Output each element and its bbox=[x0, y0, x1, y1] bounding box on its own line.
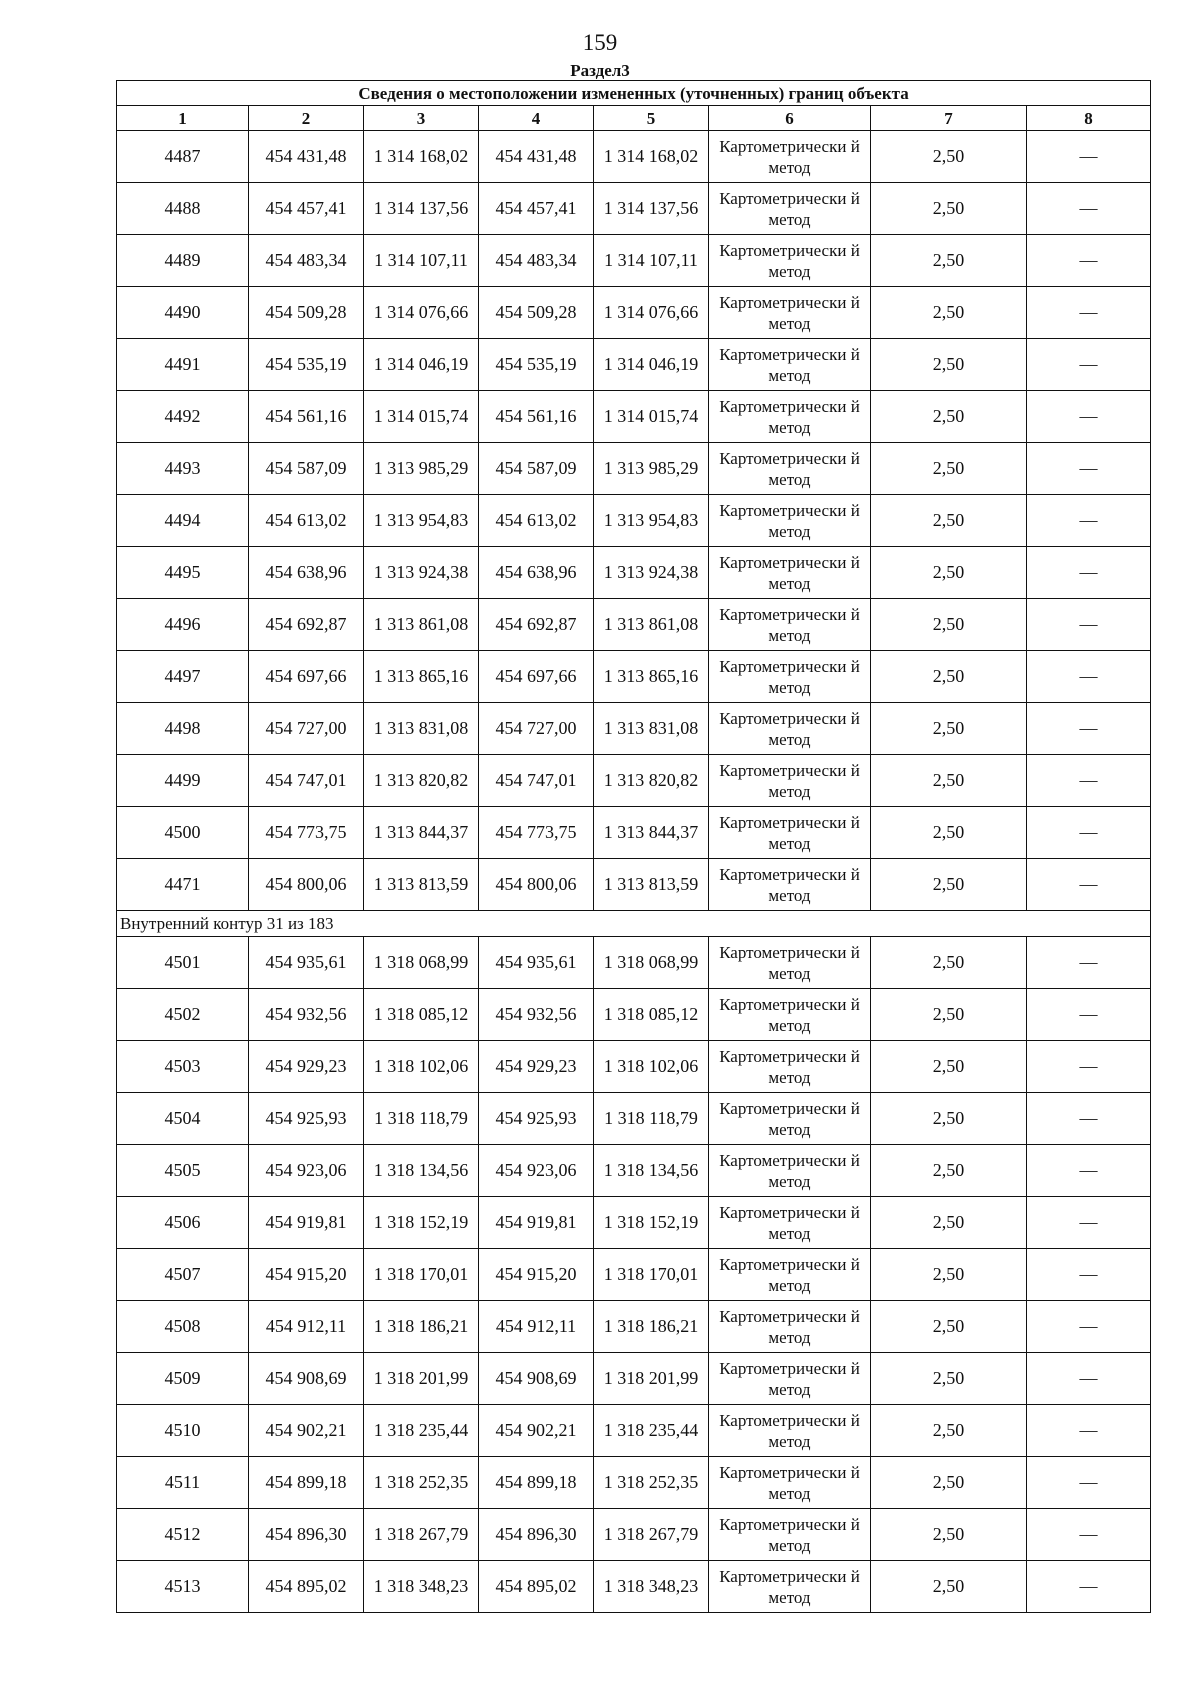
y-coord-cell: 1 314 168,02 bbox=[364, 131, 479, 183]
x-coord-cell: 454 561,16 bbox=[249, 391, 364, 443]
accuracy-cell: 2,50 bbox=[871, 287, 1027, 339]
description-cell: — bbox=[1027, 1353, 1151, 1405]
method-text: Картометрически й метод bbox=[719, 943, 860, 983]
x-coord-cell: 454 431,48 bbox=[479, 131, 594, 183]
description-cell: — bbox=[1027, 1249, 1151, 1301]
x-coord-cell: 454 431,48 bbox=[249, 131, 364, 183]
table-row bbox=[117, 287, 1151, 339]
accuracy-cell: 2,50 bbox=[871, 131, 1027, 183]
method-text: Картометрически й метод bbox=[719, 1255, 860, 1295]
y-coord-cell: 1 313 865,16 bbox=[364, 651, 479, 703]
x-coord-cell: 454 638,96 bbox=[479, 547, 594, 599]
y-coord-cell: 1 318 348,23 bbox=[594, 1561, 709, 1613]
contour-header-row bbox=[117, 911, 1151, 937]
x-coord-cell: 454 912,11 bbox=[249, 1301, 364, 1353]
x-coord-cell: 454 587,09 bbox=[249, 443, 364, 495]
y-coord-cell: 1 318 085,12 bbox=[364, 989, 479, 1041]
y-coord-cell: 1 318 118,79 bbox=[364, 1093, 479, 1145]
accuracy-cell: 2,50 bbox=[871, 703, 1027, 755]
description-cell: — bbox=[1027, 1197, 1151, 1249]
description-cell: — bbox=[1027, 703, 1151, 755]
method-cell bbox=[709, 339, 871, 391]
point-number-cell: 4492 bbox=[117, 391, 249, 443]
x-coord-cell: 454 908,69 bbox=[479, 1353, 594, 1405]
x-coord-cell: 454 747,01 bbox=[479, 755, 594, 807]
table-row bbox=[117, 339, 1151, 391]
y-coord-cell: 1 313 954,83 bbox=[594, 495, 709, 547]
y-coord-cell: 1 313 820,82 bbox=[364, 755, 479, 807]
y-coord-cell: 1 318 118,79 bbox=[594, 1093, 709, 1145]
accuracy-cell: 2,50 bbox=[871, 937, 1027, 989]
table-body bbox=[117, 81, 1151, 1613]
x-coord-cell: 454 932,56 bbox=[479, 989, 594, 1041]
table-row bbox=[117, 131, 1151, 183]
description-cell: — bbox=[1027, 1561, 1151, 1613]
x-coord-cell: 454 692,87 bbox=[479, 599, 594, 651]
accuracy-cell: 2,50 bbox=[871, 1197, 1027, 1249]
point-number-cell: 4487 bbox=[117, 131, 249, 183]
y-coord-cell: 1 313 924,38 bbox=[364, 547, 479, 599]
y-coord-cell: 1 318 085,12 bbox=[594, 989, 709, 1041]
y-coord-cell: 1 318 068,99 bbox=[594, 937, 709, 989]
method-cell bbox=[709, 599, 871, 651]
x-coord-cell: 454 613,02 bbox=[479, 495, 594, 547]
method-text: Картометрически й метод bbox=[719, 345, 860, 385]
accuracy-cell: 2,50 bbox=[871, 755, 1027, 807]
y-coord-cell: 1 314 137,56 bbox=[364, 183, 479, 235]
x-coord-cell: 454 697,66 bbox=[249, 651, 364, 703]
method-cell bbox=[709, 859, 871, 911]
x-coord-cell: 454 929,23 bbox=[479, 1041, 594, 1093]
y-coord-cell: 1 318 252,35 bbox=[364, 1457, 479, 1509]
x-coord-cell: 454 915,20 bbox=[479, 1249, 594, 1301]
point-number-cell: 4511 bbox=[117, 1457, 249, 1509]
y-coord-cell: 1 318 134,56 bbox=[594, 1145, 709, 1197]
y-coord-cell: 1 314 046,19 bbox=[594, 339, 709, 391]
method-text: Картометрически й метод bbox=[719, 397, 860, 437]
column-number: 4 bbox=[479, 106, 594, 131]
y-coord-cell: 1 318 235,44 bbox=[594, 1405, 709, 1457]
y-coord-cell: 1 318 102,06 bbox=[594, 1041, 709, 1093]
point-number-cell: 4509 bbox=[117, 1353, 249, 1405]
method-text: Картометрически й метод bbox=[719, 1463, 860, 1503]
method-text: Картометрически й метод bbox=[719, 995, 860, 1035]
y-coord-cell: 1 314 076,66 bbox=[364, 287, 479, 339]
table-row bbox=[117, 1457, 1151, 1509]
point-number-cell: 4490 bbox=[117, 287, 249, 339]
table-row bbox=[117, 1509, 1151, 1561]
accuracy-cell: 2,50 bbox=[871, 859, 1027, 911]
column-number: 6 bbox=[709, 106, 871, 131]
table-row bbox=[117, 859, 1151, 911]
x-coord-cell: 454 912,11 bbox=[479, 1301, 594, 1353]
y-coord-cell: 1 318 134,56 bbox=[364, 1145, 479, 1197]
method-cell bbox=[709, 1405, 871, 1457]
method-cell bbox=[709, 1197, 871, 1249]
y-coord-cell: 1 313 861,08 bbox=[364, 599, 479, 651]
method-text: Картометрически й метод bbox=[719, 1567, 860, 1607]
column-number: 3 bbox=[364, 106, 479, 131]
method-text: Картометрически й метод bbox=[719, 501, 860, 541]
table-row bbox=[117, 547, 1151, 599]
method-cell bbox=[709, 989, 871, 1041]
description-cell: — bbox=[1027, 1145, 1151, 1197]
method-cell bbox=[709, 443, 871, 495]
y-coord-cell: 1 313 924,38 bbox=[594, 547, 709, 599]
table-row bbox=[117, 989, 1151, 1041]
y-coord-cell: 1 318 201,99 bbox=[594, 1353, 709, 1405]
description-cell: — bbox=[1027, 547, 1151, 599]
point-number-cell: 4506 bbox=[117, 1197, 249, 1249]
method-cell bbox=[709, 703, 871, 755]
x-coord-cell: 454 923,06 bbox=[479, 1145, 594, 1197]
y-coord-cell: 1 318 102,06 bbox=[364, 1041, 479, 1093]
method-cell bbox=[709, 651, 871, 703]
description-cell: — bbox=[1027, 1041, 1151, 1093]
column-number: 5 bbox=[594, 106, 709, 131]
y-coord-cell: 1 314 015,74 bbox=[364, 391, 479, 443]
description-cell: — bbox=[1027, 807, 1151, 859]
table-row bbox=[117, 443, 1151, 495]
accuracy-cell: 2,50 bbox=[871, 235, 1027, 287]
page-number: 159 bbox=[582, 30, 618, 55]
method-cell bbox=[709, 1301, 871, 1353]
x-coord-cell: 454 902,21 bbox=[249, 1405, 364, 1457]
table-row bbox=[117, 703, 1151, 755]
table-row bbox=[117, 599, 1151, 651]
y-coord-cell: 1 318 186,21 bbox=[364, 1301, 479, 1353]
table-row bbox=[117, 937, 1151, 989]
y-coord-cell: 1 314 015,74 bbox=[594, 391, 709, 443]
table-row bbox=[117, 1041, 1151, 1093]
x-coord-cell: 454 457,41 bbox=[479, 183, 594, 235]
point-number-cell: 4494 bbox=[117, 495, 249, 547]
x-coord-cell: 454 561,16 bbox=[479, 391, 594, 443]
accuracy-cell: 2,50 bbox=[871, 495, 1027, 547]
y-coord-cell: 1 318 267,79 bbox=[364, 1509, 479, 1561]
x-coord-cell: 454 509,28 bbox=[249, 287, 364, 339]
table-row bbox=[117, 235, 1151, 287]
method-text: Картометрически й метод bbox=[719, 1307, 860, 1347]
table-row bbox=[117, 1301, 1151, 1353]
description-cell: — bbox=[1027, 495, 1151, 547]
x-coord-cell: 454 899,18 bbox=[249, 1457, 364, 1509]
point-number-cell: 4489 bbox=[117, 235, 249, 287]
x-coord-cell: 454 697,66 bbox=[479, 651, 594, 703]
x-coord-cell: 454 899,18 bbox=[479, 1457, 594, 1509]
description-cell: — bbox=[1027, 599, 1151, 651]
y-coord-cell: 1 313 813,59 bbox=[364, 859, 479, 911]
method-cell bbox=[709, 937, 871, 989]
column-number: 1 bbox=[117, 106, 249, 131]
x-coord-cell: 454 935,61 bbox=[249, 937, 364, 989]
method-cell bbox=[709, 807, 871, 859]
method-text: Картометрически й метод bbox=[719, 761, 860, 801]
table-row bbox=[117, 1249, 1151, 1301]
table-row bbox=[117, 1197, 1151, 1249]
table-row bbox=[117, 183, 1151, 235]
x-coord-cell: 454 932,56 bbox=[249, 989, 364, 1041]
y-coord-cell: 1 318 068,99 bbox=[364, 937, 479, 989]
method-text: Картометрически й метод bbox=[719, 449, 860, 489]
method-text: Картометрически й метод bbox=[719, 1411, 860, 1451]
x-coord-cell: 454 895,02 bbox=[249, 1561, 364, 1613]
y-coord-cell: 1 313 954,83 bbox=[364, 495, 479, 547]
accuracy-cell: 2,50 bbox=[871, 443, 1027, 495]
description-cell: — bbox=[1027, 651, 1151, 703]
method-cell bbox=[709, 1509, 871, 1561]
x-coord-cell: 454 638,96 bbox=[249, 547, 364, 599]
description-cell: — bbox=[1027, 131, 1151, 183]
method-cell bbox=[709, 1145, 871, 1197]
accuracy-cell: 2,50 bbox=[871, 1041, 1027, 1093]
x-coord-cell: 454 915,20 bbox=[249, 1249, 364, 1301]
point-number-cell: 4497 bbox=[117, 651, 249, 703]
method-text: Картометрически й метод bbox=[719, 865, 860, 905]
x-coord-cell: 454 587,09 bbox=[479, 443, 594, 495]
x-coord-cell: 454 613,02 bbox=[249, 495, 364, 547]
y-coord-cell: 1 318 170,01 bbox=[364, 1249, 479, 1301]
accuracy-cell: 2,50 bbox=[871, 1301, 1027, 1353]
method-cell bbox=[709, 1041, 871, 1093]
description-cell: — bbox=[1027, 1457, 1151, 1509]
accuracy-cell: 2,50 bbox=[871, 1509, 1027, 1561]
accuracy-cell: 2,50 bbox=[871, 807, 1027, 859]
y-coord-cell: 1 314 168,02 bbox=[594, 131, 709, 183]
y-coord-cell: 1 314 046,19 bbox=[364, 339, 479, 391]
point-number-cell: 4502 bbox=[117, 989, 249, 1041]
x-coord-cell: 454 935,61 bbox=[479, 937, 594, 989]
description-cell: — bbox=[1027, 859, 1151, 911]
description-cell: — bbox=[1027, 1509, 1151, 1561]
x-coord-cell: 454 773,75 bbox=[479, 807, 594, 859]
x-coord-cell: 454 929,23 bbox=[249, 1041, 364, 1093]
accuracy-cell: 2,50 bbox=[871, 1145, 1027, 1197]
method-text: Картометрически й метод bbox=[719, 813, 860, 853]
x-coord-cell: 454 908,69 bbox=[249, 1353, 364, 1405]
y-coord-cell: 1 318 348,23 bbox=[364, 1561, 479, 1613]
description-cell: — bbox=[1027, 1405, 1151, 1457]
table-row bbox=[117, 1405, 1151, 1457]
contour-header: Внутренний контур 31 из 183 bbox=[117, 911, 1151, 937]
table-row bbox=[117, 651, 1151, 703]
y-coord-cell: 1 314 107,11 bbox=[594, 235, 709, 287]
x-coord-cell: 454 535,19 bbox=[249, 339, 364, 391]
y-coord-cell: 1 314 137,56 bbox=[594, 183, 709, 235]
x-coord-cell: 454 925,93 bbox=[249, 1093, 364, 1145]
accuracy-cell: 2,50 bbox=[871, 339, 1027, 391]
accuracy-cell: 2,50 bbox=[871, 391, 1027, 443]
x-coord-cell: 454 919,81 bbox=[249, 1197, 364, 1249]
x-coord-cell: 454 896,30 bbox=[479, 1509, 594, 1561]
method-text: Картометрически й метод bbox=[719, 1047, 860, 1087]
point-number-cell: 4501 bbox=[117, 937, 249, 989]
table-row bbox=[117, 1093, 1151, 1145]
y-coord-cell: 1 313 844,37 bbox=[364, 807, 479, 859]
x-coord-cell: 454 747,01 bbox=[249, 755, 364, 807]
y-coord-cell: 1 318 152,19 bbox=[594, 1197, 709, 1249]
method-text: Картометрически й метод bbox=[719, 553, 860, 593]
x-coord-cell: 454 509,28 bbox=[479, 287, 594, 339]
method-text: Картометрически й метод bbox=[719, 241, 860, 281]
description-cell: — bbox=[1027, 183, 1151, 235]
section-title: Раздел3 bbox=[570, 61, 630, 80]
x-coord-cell: 454 919,81 bbox=[479, 1197, 594, 1249]
point-number-cell: 4513 bbox=[117, 1561, 249, 1613]
y-coord-cell: 1 314 076,66 bbox=[594, 287, 709, 339]
accuracy-cell: 2,50 bbox=[871, 1353, 1027, 1405]
x-coord-cell: 454 773,75 bbox=[249, 807, 364, 859]
y-coord-cell: 1 314 107,11 bbox=[364, 235, 479, 287]
y-coord-cell: 1 313 831,08 bbox=[594, 703, 709, 755]
x-coord-cell: 454 923,06 bbox=[249, 1145, 364, 1197]
x-coord-cell: 454 902,21 bbox=[479, 1405, 594, 1457]
y-coord-cell: 1 313 865,16 bbox=[594, 651, 709, 703]
method-text: Картометрически й метод bbox=[719, 657, 860, 697]
y-coord-cell: 1 313 985,29 bbox=[364, 443, 479, 495]
y-coord-cell: 1 313 820,82 bbox=[594, 755, 709, 807]
description-cell: — bbox=[1027, 443, 1151, 495]
x-coord-cell: 454 727,00 bbox=[479, 703, 594, 755]
method-cell bbox=[709, 547, 871, 599]
description-cell: — bbox=[1027, 235, 1151, 287]
accuracy-cell: 2,50 bbox=[871, 183, 1027, 235]
method-text: Картометрически й метод bbox=[719, 709, 860, 749]
column-number: 2 bbox=[249, 106, 364, 131]
table-row bbox=[117, 1353, 1151, 1405]
method-text: Картометрически й метод bbox=[719, 1099, 860, 1139]
method-text: Картометрически й метод bbox=[719, 1151, 860, 1191]
method-text: Картометрически й метод bbox=[719, 1359, 860, 1399]
point-number-cell: 4507 bbox=[117, 1249, 249, 1301]
table-title-row bbox=[117, 81, 1151, 106]
x-coord-cell: 454 535,19 bbox=[479, 339, 594, 391]
point-number-cell: 4499 bbox=[117, 755, 249, 807]
accuracy-cell: 2,50 bbox=[871, 1561, 1027, 1613]
y-coord-cell: 1 313 985,29 bbox=[594, 443, 709, 495]
y-coord-cell: 1 313 813,59 bbox=[594, 859, 709, 911]
x-coord-cell: 454 925,93 bbox=[479, 1093, 594, 1145]
point-number-cell: 4488 bbox=[117, 183, 249, 235]
y-coord-cell: 1 318 152,19 bbox=[364, 1197, 479, 1249]
description-cell: — bbox=[1027, 391, 1151, 443]
x-coord-cell: 454 483,34 bbox=[479, 235, 594, 287]
y-coord-cell: 1 318 201,99 bbox=[364, 1353, 479, 1405]
point-number-cell: 4471 bbox=[117, 859, 249, 911]
point-number-cell: 4504 bbox=[117, 1093, 249, 1145]
coordinates-table bbox=[116, 80, 1151, 1613]
accuracy-cell: 2,50 bbox=[871, 1249, 1027, 1301]
method-text: Картометрически й метод bbox=[719, 137, 860, 177]
method-text: Картометрически й метод bbox=[719, 1515, 860, 1555]
point-number-cell: 4493 bbox=[117, 443, 249, 495]
accuracy-cell: 2,50 bbox=[871, 651, 1027, 703]
point-number-cell: 4491 bbox=[117, 339, 249, 391]
method-cell bbox=[709, 1353, 871, 1405]
description-cell: — bbox=[1027, 989, 1151, 1041]
point-number-cell: 4496 bbox=[117, 599, 249, 651]
method-cell bbox=[709, 391, 871, 443]
point-number-cell: 4503 bbox=[117, 1041, 249, 1093]
table-row bbox=[117, 807, 1151, 859]
method-text: Картометрически й метод bbox=[719, 293, 860, 333]
point-number-cell: 4500 bbox=[117, 807, 249, 859]
description-cell: — bbox=[1027, 339, 1151, 391]
y-coord-cell: 1 313 844,37 bbox=[594, 807, 709, 859]
method-cell bbox=[709, 131, 871, 183]
x-coord-cell: 454 800,06 bbox=[479, 859, 594, 911]
point-number-cell: 4512 bbox=[117, 1509, 249, 1561]
column-number-row bbox=[117, 106, 1151, 131]
table-row bbox=[117, 1561, 1151, 1613]
column-number: 7 bbox=[871, 106, 1027, 131]
y-coord-cell: 1 313 831,08 bbox=[364, 703, 479, 755]
x-coord-cell: 454 727,00 bbox=[249, 703, 364, 755]
table-title: Сведения о местоположении измененных (уточненных) границ объекта bbox=[117, 81, 1151, 106]
y-coord-cell: 1 318 252,35 bbox=[594, 1457, 709, 1509]
x-coord-cell: 454 692,87 bbox=[249, 599, 364, 651]
x-coord-cell: 454 457,41 bbox=[249, 183, 364, 235]
method-cell bbox=[709, 1249, 871, 1301]
table-row bbox=[117, 755, 1151, 807]
point-number-cell: 4508 bbox=[117, 1301, 249, 1353]
y-coord-cell: 1 318 235,44 bbox=[364, 1405, 479, 1457]
accuracy-cell: 2,50 bbox=[871, 989, 1027, 1041]
x-coord-cell: 454 895,02 bbox=[479, 1561, 594, 1613]
method-cell bbox=[709, 183, 871, 235]
x-coord-cell: 454 483,34 bbox=[249, 235, 364, 287]
accuracy-cell: 2,50 bbox=[871, 599, 1027, 651]
y-coord-cell: 1 318 267,79 bbox=[594, 1509, 709, 1561]
point-number-cell: 4498 bbox=[117, 703, 249, 755]
description-cell: — bbox=[1027, 937, 1151, 989]
method-cell bbox=[709, 495, 871, 547]
x-coord-cell: 454 896,30 bbox=[249, 1509, 364, 1561]
table-row bbox=[117, 1145, 1151, 1197]
method-cell bbox=[709, 1457, 871, 1509]
method-text: Картометрически й метод bbox=[719, 1203, 860, 1243]
description-cell: — bbox=[1027, 1093, 1151, 1145]
point-number-cell: 4495 bbox=[117, 547, 249, 599]
accuracy-cell: 2,50 bbox=[871, 1457, 1027, 1509]
method-text: Картометрически й метод bbox=[719, 605, 860, 645]
method-cell bbox=[709, 235, 871, 287]
point-number-cell: 4505 bbox=[117, 1145, 249, 1197]
accuracy-cell: 2,50 bbox=[871, 1093, 1027, 1145]
x-coord-cell: 454 800,06 bbox=[249, 859, 364, 911]
accuracy-cell: 2,50 bbox=[871, 1405, 1027, 1457]
method-cell bbox=[709, 755, 871, 807]
y-coord-cell: 1 318 186,21 bbox=[594, 1301, 709, 1353]
y-coord-cell: 1 318 170,01 bbox=[594, 1249, 709, 1301]
table-row bbox=[117, 391, 1151, 443]
point-number-cell: 4510 bbox=[117, 1405, 249, 1457]
accuracy-cell: 2,50 bbox=[871, 547, 1027, 599]
method-cell bbox=[709, 1561, 871, 1613]
description-cell: — bbox=[1027, 1301, 1151, 1353]
description-cell: — bbox=[1027, 287, 1151, 339]
table-row bbox=[117, 495, 1151, 547]
method-cell bbox=[709, 1093, 871, 1145]
y-coord-cell: 1 313 861,08 bbox=[594, 599, 709, 651]
method-text: Картометрически й метод bbox=[719, 189, 860, 229]
column-number: 8 bbox=[1027, 106, 1151, 131]
method-cell bbox=[709, 287, 871, 339]
description-cell: — bbox=[1027, 755, 1151, 807]
